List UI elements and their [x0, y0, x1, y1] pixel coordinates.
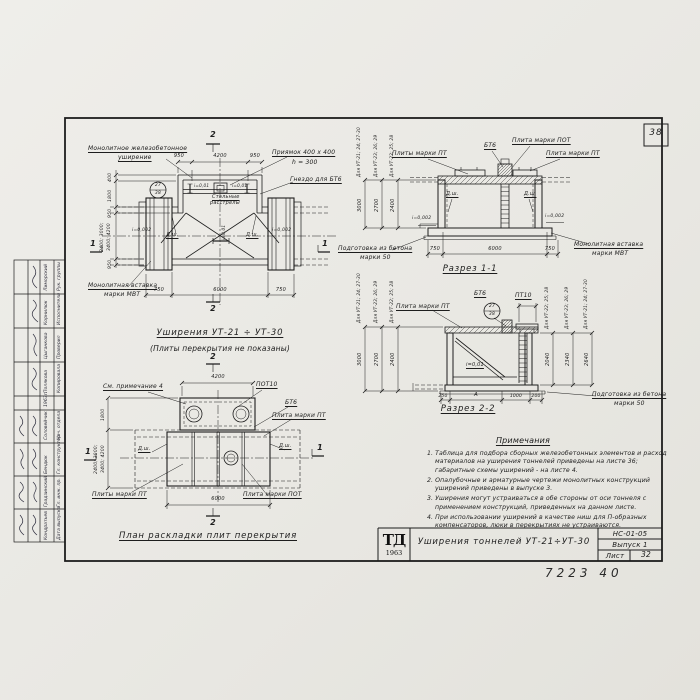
dim-height: 2700 — [374, 198, 380, 212]
label-slope: i=0,002 — [412, 216, 432, 221]
stamp-role: Гл. конструктор — [57, 434, 62, 474]
corner-sheet-number: 38 — [649, 128, 663, 138]
label-joint: Д.ш. — [138, 446, 151, 452]
stamp-signatures — [19, 266, 38, 535]
dim-for-types: Для УТ-21; 24; 27-30 — [357, 273, 362, 323]
label-plates-pt: Плиты марки ПТ — [392, 150, 447, 157]
dim: 950 — [173, 153, 185, 159]
label-monolith-insert: Монолитная вставка — [574, 241, 644, 248]
label-plates-pt: Плиты марки ПТ — [92, 491, 147, 498]
dim-height: 3000 — [357, 352, 363, 366]
label-bt6: БТ6 — [484, 142, 497, 149]
stamp-role: Нач. отдела — [57, 410, 62, 440]
notes-title: Примечания — [495, 436, 551, 445]
label-slope-beam: i=0,01 — [194, 183, 210, 188]
dim-height: 2340 — [565, 352, 571, 366]
dim-for-types: Для УТ-22; 25; 28 — [545, 286, 550, 329]
dim-height: 2400 — [390, 352, 396, 366]
section2-title: Разрез 2-2 — [440, 404, 496, 414]
dim-for-types: Для УТ-21; 24; 27-30 — [584, 279, 589, 329]
plan-top-title: Уширения УТ-21 ÷ УТ-30 — [156, 328, 284, 338]
label-bt6: БТ6 — [474, 290, 487, 297]
label-monolith-insert: Монолитная вставка — [88, 282, 158, 289]
section-mark-2: 2 — [210, 518, 216, 527]
note-item: 2. Опалубочные и арматурные чертежи монолитных конструкций уширений приведены в выпуске 3. — [427, 476, 650, 493]
label-concrete-prep-2: марки 50 — [614, 400, 645, 407]
label-monolith-widening: Монолитное железобетонное — [88, 145, 188, 152]
stamp-role: Копировала — [57, 363, 62, 393]
dim-height: 2640 — [584, 352, 590, 366]
stamp-name: Лиморский — [44, 264, 49, 291]
label-concrete-prep-2: марки 50 — [360, 254, 391, 261]
detail-bubble-bottom: 38 — [488, 312, 496, 317]
section2-lines — [363, 303, 596, 404]
dim-height: 3000 — [357, 198, 363, 212]
label-plate-pot: Плита марки ПОТ — [243, 491, 302, 498]
dim: 6000 — [211, 496, 225, 502]
tb-sheet-label: Лист — [605, 552, 625, 560]
label-plate-pt: Плита марки ПТ — [396, 303, 450, 310]
label-slope-axis: i=0,01 — [221, 224, 226, 240]
dim-rot: 400 — [108, 172, 113, 182]
note-item: 3. Уширения могут устраиваться в обе стороны от оси тоннеля с применением конструкций, приведенных на данном листе. — [427, 495, 647, 511]
dim: 750 — [153, 287, 165, 293]
tb-logo: ТД — [382, 531, 406, 549]
label-steel-struts: Стальные — [212, 194, 240, 200]
label-plate-pt: Плита марки ПТ — [272, 412, 326, 419]
plan-top-lines — [90, 144, 338, 305]
section-mark-1: 1 — [90, 239, 96, 248]
dim-rot: 3400; 4200 — [101, 445, 106, 473]
detail-bubble-top: 27 — [154, 183, 162, 188]
label-slope: i=0,002 — [545, 214, 565, 219]
stamp-role: Дата выпуска — [57, 506, 62, 540]
label-monolith-insert-2: марки МВТ — [104, 291, 141, 298]
label-socket-bt6: Гнездо для БТ6 — [290, 176, 342, 183]
dim-rot: 950 — [108, 208, 113, 218]
stamp-name: Соловейчик — [44, 411, 49, 440]
note-item: 4. При использовании уширений в качестве ниш для П-образных компенсаторов, люки в перекрытиях не устраиваются. — [427, 514, 647, 530]
handwritten-number: 7223 40 — [545, 566, 623, 580]
dim: 750 — [544, 246, 556, 252]
label-slope-beam: i=0,01 — [232, 183, 248, 188]
tb-title: Уширения тоннелей УТ-21÷УТ-30 — [417, 537, 591, 547]
stamp-role: Исполнители — [57, 292, 62, 325]
label-joint: Д.ш. — [166, 232, 179, 238]
label-pit-height: h = 300 — [292, 159, 318, 166]
section-mark-2: 2 — [210, 352, 216, 361]
tb-logo-year: 1963 — [385, 549, 403, 557]
dim-for-types: Для УТ-22; 25; 28 — [390, 280, 395, 323]
tb-code: НС-01-05 — [612, 530, 648, 538]
dim: 250 — [438, 394, 448, 399]
section-mark-2: 2 — [210, 130, 216, 139]
label-bt6: БТ6 — [285, 399, 298, 406]
plan-bottom-title: План раскладки плит перекрытия — [119, 531, 297, 541]
dim-height: 2400 — [390, 198, 396, 212]
stamp-role: Гл. инж. пр. — [57, 478, 62, 507]
dim-for-types: Для УТ-23; 26; 29 — [565, 286, 570, 329]
dim-rot: 1800 — [101, 408, 106, 421]
dim-rot: 3400; 4200 — [107, 223, 112, 251]
detail-bubble-bottom: 38 — [154, 191, 162, 196]
label-see-note: См. примечание 4 — [103, 383, 164, 390]
plan-top-subtitle: (Плиты перекрытия не показаны) — [149, 344, 290, 353]
label-plate-pot: Плита марки ПОТ — [512, 137, 571, 144]
section-mark-2: 2 — [210, 304, 216, 313]
label-joint: Д.ш. — [446, 191, 459, 197]
dim-rot: 2400; 3000; — [94, 444, 99, 474]
dim: 4200 — [213, 153, 227, 159]
dim: А — [474, 392, 478, 398]
section-mark-1: 1 — [85, 447, 91, 456]
label-joint: Д.ш. — [279, 443, 292, 449]
label-monolith-widening-2: уширение — [118, 154, 152, 161]
dim-for-types: Для УТ-22; 25; 28 — [390, 134, 395, 177]
label-joint: Д.ш. — [524, 191, 537, 197]
label-joint: Д.ш. — [246, 232, 259, 238]
dim: 4200 — [211, 374, 225, 380]
stamp-name: Кондратьев — [44, 511, 49, 540]
section-mark-1: 1 — [317, 443, 323, 452]
section1-lines — [363, 146, 589, 258]
label-slope: i=0,01 — [466, 362, 484, 368]
dim-height: 2700 — [374, 352, 380, 366]
stamp-year: 1963г. — [44, 391, 49, 407]
label-steel-struts-2: расстрелы — [210, 200, 240, 206]
stamp-name: Градзинский — [44, 475, 49, 507]
label-concrete-prep: Подготовка из бетона — [338, 245, 413, 252]
label-concrete-prep: Подготовка из бетона — [592, 391, 667, 398]
dim: 200 — [531, 394, 541, 399]
label-pot10: ПОТ10 — [256, 381, 278, 388]
label-pit: Приямок 400 x 400 — [272, 149, 336, 156]
section-mark-1: 1 — [322, 239, 328, 248]
dim: 6000 — [488, 246, 502, 252]
tb-sheet-number: 32 — [641, 550, 651, 559]
stamp-role: Рук. группы — [57, 262, 62, 291]
note-item: 1. Таблица для подбора сборных железобетонных элементов и расход материалов на уширения тоннелей приведены на листе 36; габаритные схемы уширений - на листе 4. — [427, 450, 667, 474]
dim-for-types: Для УТ-23; 26; 29 — [374, 280, 379, 323]
label-monolith-insert-2: марки МВТ — [592, 250, 629, 257]
dim: 750 — [275, 287, 287, 293]
section1-title: Разрез 1-1 — [442, 264, 498, 274]
label-slope-wall: i=0,002 — [132, 228, 152, 233]
stamp-name: Полякова — [44, 369, 49, 393]
label-slope-wall: i=0,002 — [272, 228, 292, 233]
stamp-name: Корнилюк — [44, 300, 49, 325]
stamp-name: Цыганкова — [44, 332, 49, 359]
dim-rot: 2400; 3000; — [100, 222, 105, 252]
label-plate-pt: Плита марки ПТ — [546, 150, 600, 157]
dim-height: 2040 — [545, 352, 551, 366]
stamp-name: Бендюк — [44, 455, 49, 474]
detail-bubble-top: 27 — [488, 304, 496, 309]
dim: 750 — [429, 246, 441, 252]
tb-issue: Выпуск 1 — [612, 541, 648, 549]
label-pt10: ПТ10 — [515, 292, 532, 299]
notes-block — [427, 450, 667, 533]
dim-for-types: Для УТ-21; 24; 27-30 — [357, 127, 362, 177]
dim-rot: 1800 — [108, 189, 113, 202]
dim: 6000 — [213, 287, 227, 293]
dim-for-types: Для УТ-23; 26; 29 — [374, 134, 379, 177]
dim-rot: 950 — [108, 259, 113, 269]
stamp-role: Проверил — [57, 335, 62, 359]
dim: 950 — [249, 153, 261, 159]
dim: 1000 — [509, 394, 523, 399]
